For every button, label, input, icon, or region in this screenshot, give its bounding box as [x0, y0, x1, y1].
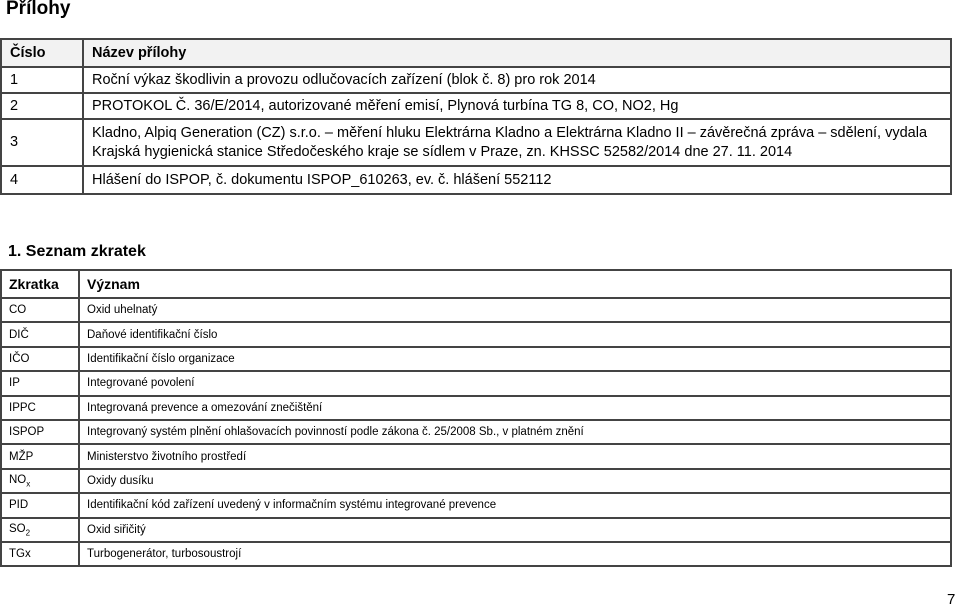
section-title: 1. Seznam zkratek — [8, 243, 146, 260]
meaning-cell: Oxid siřičitý — [79, 518, 951, 542]
attachment-name: Roční výkaz škodlivin a provozu odlučovacích zařízení (blok č. 8) pro rok 2014 — [83, 67, 951, 93]
meaning-cell: Integrovaný systém plnění ohlašovacích povinností podle zákona č. 25/2008 Sb., v platném znění — [79, 420, 951, 444]
meaning-cell: Oxid uhelnatý — [79, 298, 951, 322]
abbr-cell — [1, 518, 79, 542]
abbr-subscript: 2 — [25, 527, 31, 537]
attachment-name: Hlášení do ISPOP, č. dokumentu ISPOP_610263, ev. č. hlášení 552112 — [83, 166, 951, 194]
attachment-name: Kladno, Alpiq Generation (CZ) s.r.o. – měření hluku Elektrárna Kladno a Elektrárna Kladno II – závěrečná zpráva – sdělení, vydala Krajská hygienická stanice Středočeského kraje se sídlem v Praze, zn. KHSSC 52582/2014 dne 27. 11. 2014 — [83, 119, 951, 166]
table-row — [1, 493, 951, 517]
meaning-cell: Oxidy dusíku — [79, 469, 951, 493]
table-row — [1, 518, 951, 542]
attachment-name: PROTOKOL Č. 36/E/2014, autorizované měření emisí, Plynová turbína TG 8, CO, NO2, Hg — [83, 93, 951, 119]
meaning-cell: Ministerstvo životního prostředí — [79, 444, 951, 468]
abbr-cell: IPPC — [1, 396, 79, 420]
table-row — [1, 542, 951, 566]
header-vyznam: Význam — [79, 270, 951, 298]
table-row — [1, 469, 951, 493]
table-row — [1, 347, 951, 371]
abbr-base: NO — [9, 473, 27, 486]
abbr-cell: IP — [1, 371, 79, 395]
abbr-cell: IČO — [1, 347, 79, 371]
meaning-cell: Daňové identifikační číslo — [79, 322, 951, 346]
table-row — [1, 371, 951, 395]
page-number: 7 — [947, 591, 956, 608]
table-row — [1, 67, 951, 93]
attachment-number: 4 — [1, 166, 83, 194]
header-nazev: Název přílohy — [83, 39, 951, 67]
meaning-cell: Integrovaná prevence a omezování znečištění — [79, 396, 951, 420]
table-row — [1, 322, 951, 346]
page-title: Přílohy — [6, 0, 71, 19]
table-row — [1, 298, 951, 322]
abbr-cell: DIČ — [1, 322, 79, 346]
abbr-cell: PID — [1, 493, 79, 517]
attachment-number: 3 — [1, 119, 83, 166]
header-zkratka: Zkratka — [1, 270, 79, 298]
abbr-base: SO — [9, 522, 26, 535]
table-row — [1, 444, 951, 468]
attachment-number: 2 — [1, 93, 83, 119]
attachments-table — [0, 38, 952, 195]
abbr-cell: TGx — [1, 542, 79, 566]
meaning-cell: Turbogenerátor, turbosoustrojí — [79, 542, 951, 566]
abbr-cell — [1, 469, 79, 493]
table-header-row — [1, 39, 951, 67]
table-row — [1, 396, 951, 420]
meaning-cell: Integrované povolení — [79, 371, 951, 395]
header-cislo: Číslo — [1, 39, 83, 67]
table-row — [1, 93, 951, 119]
attachment-number: 1 — [1, 67, 83, 93]
abbr-cell: CO — [1, 298, 79, 322]
meaning-cell: Identifikační kód zařízení uvedený v informačním systému integrované prevence — [79, 493, 951, 517]
table-row — [1, 166, 951, 194]
meaning-cell: Identifikační číslo organizace — [79, 347, 951, 371]
table-row — [1, 420, 951, 444]
table-row — [1, 119, 951, 166]
abbreviations-table — [0, 269, 952, 567]
abbr-cell: MŽP — [1, 444, 79, 468]
abbr-subscript: x — [26, 479, 31, 489]
table-header-row — [1, 270, 951, 298]
abbr-cell: ISPOP — [1, 420, 79, 444]
